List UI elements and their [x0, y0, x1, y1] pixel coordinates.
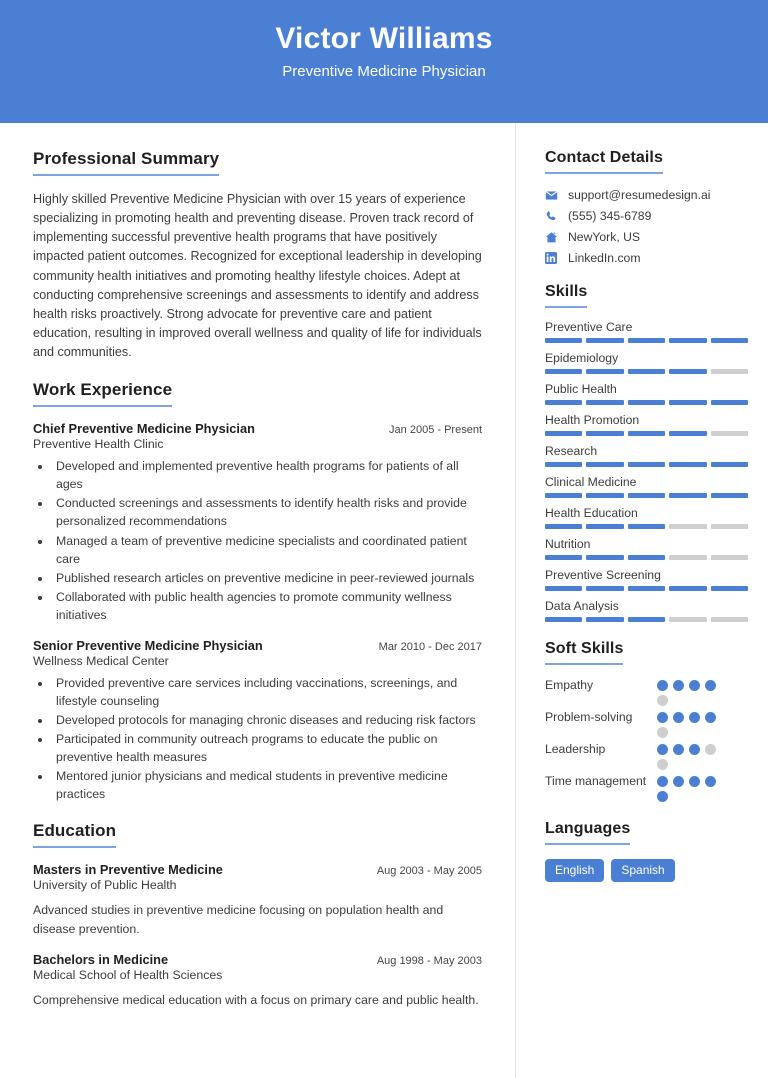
skill-segment	[586, 524, 623, 529]
skill-item	[545, 475, 748, 498]
soft-skill-dot	[689, 744, 700, 755]
work-experience-heading: Work Experience	[33, 380, 172, 407]
skill-segment	[586, 369, 623, 374]
main-column	[0, 123, 515, 1078]
resume-body	[0, 123, 768, 1078]
experience-bullet: • Provided preventive care services including vaccinations, screenings, and lifestyle counseling	[52, 674, 482, 710]
experience-bullet: • Conducted screenings and assessments to identify health risks and provide personalized recommendations	[52, 494, 482, 530]
skill-label: Research	[545, 444, 598, 458]
skill-segment	[711, 369, 748, 374]
skill-segment	[586, 462, 623, 467]
skill-level-bar	[545, 431, 748, 436]
skill-segment	[669, 400, 706, 405]
contact-value: (555) 345-6789	[568, 209, 652, 223]
soft-skill-rating	[657, 773, 723, 802]
soft-skill-label: Problem-solving	[545, 710, 633, 724]
education-description: Comprehensive medical education with a focus on primary care and public health.	[33, 993, 479, 1008]
skill-segment	[628, 369, 665, 374]
experience-bullet: • Participated in community outreach programs to educate the public on preventive health measures	[52, 730, 482, 766]
skill-segment	[545, 524, 582, 529]
skill-segment	[711, 338, 748, 343]
soft-skill-dot	[705, 680, 716, 691]
sidebar-column	[515, 123, 768, 1078]
soft-skill-label: Leadership	[545, 742, 606, 756]
skill-segment	[586, 400, 623, 405]
soft-skill-item	[545, 677, 748, 706]
experience-organization: Wellness Medical Center	[33, 653, 169, 668]
skill-level-bar	[545, 493, 748, 498]
skill-segment	[669, 617, 706, 622]
contact-row[interactable]	[545, 251, 748, 265]
skill-item	[545, 568, 748, 591]
education-degree: Masters in Preventive Medicine	[33, 862, 223, 878]
education-entry	[33, 862, 482, 938]
soft-skill-dot	[689, 680, 700, 691]
education-school: University of Public Health	[33, 878, 177, 893]
skill-item	[545, 599, 748, 622]
soft-skills-heading: Soft Skills	[545, 640, 623, 665]
contact-row[interactable]	[545, 188, 748, 202]
education-heading: Education	[33, 821, 116, 848]
skill-segment	[628, 524, 665, 529]
work-experience-section	[33, 380, 482, 803]
experience-role: Senior Preventive Medicine Physician	[33, 637, 263, 653]
soft-skill-dot	[689, 776, 700, 787]
phone-icon	[545, 210, 563, 223]
soft-skill-dot	[657, 776, 668, 787]
soft-skill-rating	[657, 741, 723, 770]
home-icon	[545, 231, 563, 244]
skill-segment	[669, 338, 706, 343]
skill-segment	[711, 555, 748, 560]
education-description: Advanced studies in preventive medicine focusing on population health and disease prevention.	[33, 903, 444, 936]
skill-level-bar	[545, 400, 748, 405]
soft-skill-dot	[673, 712, 684, 723]
skill-segment	[628, 400, 665, 405]
soft-skill-dot	[657, 712, 668, 723]
soft-skill-dot	[657, 680, 668, 691]
soft-skills-list	[545, 677, 748, 802]
skill-item	[545, 537, 748, 560]
education-list	[33, 862, 482, 1009]
language-chip: English	[545, 859, 604, 882]
experience-bullet: • Collaborated with public health agencies to promote community wellness initiatives	[52, 588, 482, 624]
skill-segment	[711, 493, 748, 498]
contact-list	[545, 188, 748, 265]
skill-segment	[586, 555, 623, 560]
skill-segment	[545, 369, 582, 374]
skill-segment	[586, 586, 623, 591]
skill-label: Health Promotion	[545, 413, 640, 427]
languages-section	[545, 820, 748, 882]
experience-entry	[33, 638, 482, 803]
contact-value: LinkedIn.com	[568, 251, 641, 265]
education-degree: Bachelors in Medicine	[33, 952, 169, 968]
skill-segment	[628, 493, 665, 498]
experience-bullet: • Published research articles on preventive medicine in peer-reviewed journals	[52, 569, 482, 587]
professional-summary-heading: Professional Summary	[33, 149, 219, 176]
skill-segment	[545, 431, 582, 436]
skills-heading: Skills	[545, 283, 587, 308]
skill-level-bar	[545, 338, 748, 343]
skill-segment	[628, 617, 665, 622]
skill-segment	[669, 586, 706, 591]
skill-segment	[586, 617, 623, 622]
skill-item	[545, 413, 748, 436]
skill-segment	[669, 555, 706, 560]
experience-bullet: • Mentored junior physicians and medical students in preventive medicine practices	[52, 767, 482, 803]
skill-label: Public Health	[545, 382, 617, 396]
soft-skill-item	[545, 709, 748, 738]
skill-segment	[628, 586, 665, 591]
soft-skill-item	[545, 773, 748, 802]
skill-segment	[628, 431, 665, 436]
experience-list	[33, 421, 482, 803]
soft-skill-label: Time management	[545, 774, 647, 788]
contact-row[interactable]	[545, 230, 748, 244]
professional-summary-section	[33, 149, 482, 362]
education-dates: Aug 2003 - May 2005	[376, 865, 482, 878]
skill-segment	[669, 524, 706, 529]
resume-header	[0, 0, 768, 123]
education-section	[33, 821, 482, 1009]
language-chip: Spanish	[611, 859, 674, 882]
soft-skill-dot	[657, 744, 668, 755]
skill-segment	[711, 462, 748, 467]
linkedin-icon	[545, 252, 563, 264]
skill-label: Epidemiology	[545, 351, 619, 365]
envelope-icon	[545, 189, 563, 202]
soft-skill-dot	[673, 744, 684, 755]
skills-list	[545, 320, 748, 622]
languages-list	[545, 859, 748, 882]
education-entry-header	[33, 862, 482, 877]
experience-bullet: • Managed a team of preventive medicine specialists and coordinated patient care	[52, 532, 482, 568]
contact-details-section	[545, 149, 748, 265]
skill-segment	[669, 462, 706, 467]
soft-skill-dot	[705, 776, 716, 787]
soft-skill-rating	[657, 709, 723, 738]
skill-label: Preventive Screening	[545, 568, 661, 582]
skill-segment	[711, 431, 748, 436]
soft-skill-dot	[689, 712, 700, 723]
experience-bullet-list	[52, 674, 482, 803]
soft-skills-section	[545, 640, 748, 802]
skill-segment	[628, 338, 665, 343]
experience-bullet: • Developed protocols for managing chronic diseases and reducing risk factors	[52, 711, 482, 729]
skill-level-bar	[545, 555, 748, 560]
skill-item	[545, 444, 748, 467]
skill-label: Health Education	[545, 506, 638, 520]
skill-segment	[586, 338, 623, 343]
soft-skill-dot	[673, 680, 684, 691]
soft-skill-dot	[657, 695, 668, 706]
education-entry	[33, 952, 482, 1009]
skill-segment	[711, 524, 748, 529]
experience-entry	[33, 421, 482, 624]
skill-segment	[586, 431, 623, 436]
skill-segment	[545, 338, 582, 343]
contact-value: support@resumedesign.ai	[568, 188, 711, 202]
skill-level-bar	[545, 586, 748, 591]
soft-skill-rating	[657, 677, 723, 706]
skill-level-bar	[545, 524, 748, 529]
skill-segment	[545, 586, 582, 591]
skill-segment	[669, 431, 706, 436]
skill-level-bar	[545, 617, 748, 622]
soft-skill-dot	[657, 727, 668, 738]
education-entry-header	[33, 952, 482, 967]
soft-skill-dot	[705, 712, 716, 723]
skill-segment	[545, 400, 582, 405]
experience-bullet-list	[52, 457, 482, 624]
skill-segment	[545, 493, 582, 498]
skill-item	[545, 351, 748, 374]
experience-dates: Jan 2005 - Present	[389, 424, 482, 437]
experience-entry-header	[33, 638, 482, 653]
skill-segment	[669, 493, 706, 498]
skill-segment	[586, 493, 623, 498]
experience-role: Chief Preventive Medicine Physician	[33, 421, 255, 437]
candidate-job-title: Preventive Medicine Physician	[282, 62, 486, 80]
skill-segment	[711, 617, 748, 622]
soft-skill-label: Empathy	[545, 678, 594, 692]
experience-bullet: • Developed and implemented preventive health programs for patients of all ages	[52, 457, 482, 493]
skill-segment	[628, 462, 665, 467]
skill-label: Clinical Medicine	[545, 475, 637, 489]
skill-segment	[669, 369, 706, 374]
skill-item	[545, 382, 748, 405]
soft-skill-dot	[657, 791, 668, 802]
skill-label: Data Analysis	[545, 599, 619, 613]
soft-skill-item	[545, 741, 748, 770]
skill-segment	[711, 586, 748, 591]
skill-segment	[545, 555, 582, 560]
candidate-name: Victor Williams	[275, 21, 493, 55]
experience-entry-header	[33, 421, 482, 436]
skills-section	[545, 283, 748, 622]
contact-details-heading: Contact Details	[545, 149, 663, 174]
skill-level-bar	[545, 462, 748, 467]
experience-organization: Preventive Health Clinic	[33, 437, 164, 452]
skill-segment	[545, 462, 582, 467]
contact-row[interactable]	[545, 209, 748, 223]
soft-skill-dot	[673, 776, 684, 787]
soft-skill-dot	[657, 759, 668, 770]
skill-item	[545, 320, 748, 343]
contact-value: NewYork, US	[568, 230, 641, 244]
languages-heading: Languages	[545, 820, 630, 845]
skill-item	[545, 506, 748, 529]
soft-skill-dot	[705, 744, 716, 755]
skill-label: Nutrition	[545, 537, 591, 551]
skill-label: Preventive Care	[545, 320, 633, 334]
skill-segment	[545, 617, 582, 622]
professional-summary-text: Highly skilled Preventive Medicine Physician with over 15 years of experience specializing in promoting health and preventing disease. Proven track record of implementing successful preventive health programs that have positively impacted patient outcomes. Recognized for exceptional leadership in developing community health initiatives and promoting healthy lifestyle choices. Adept at conducting comprehensive screenings and assessments to identify and address health risks proactively. Strong advocate for preventive care and patient education, resulting in improved overall wellness and quality of life for individuals and communities.	[33, 192, 482, 360]
skill-level-bar	[545, 369, 748, 374]
skill-segment	[628, 555, 665, 560]
experience-dates: Mar 2010 - Dec 2017	[378, 640, 482, 653]
skill-segment	[711, 400, 748, 405]
education-dates: Aug 1998 - May 2003	[376, 955, 482, 968]
education-school: Medical School of Health Sciences	[33, 968, 223, 983]
